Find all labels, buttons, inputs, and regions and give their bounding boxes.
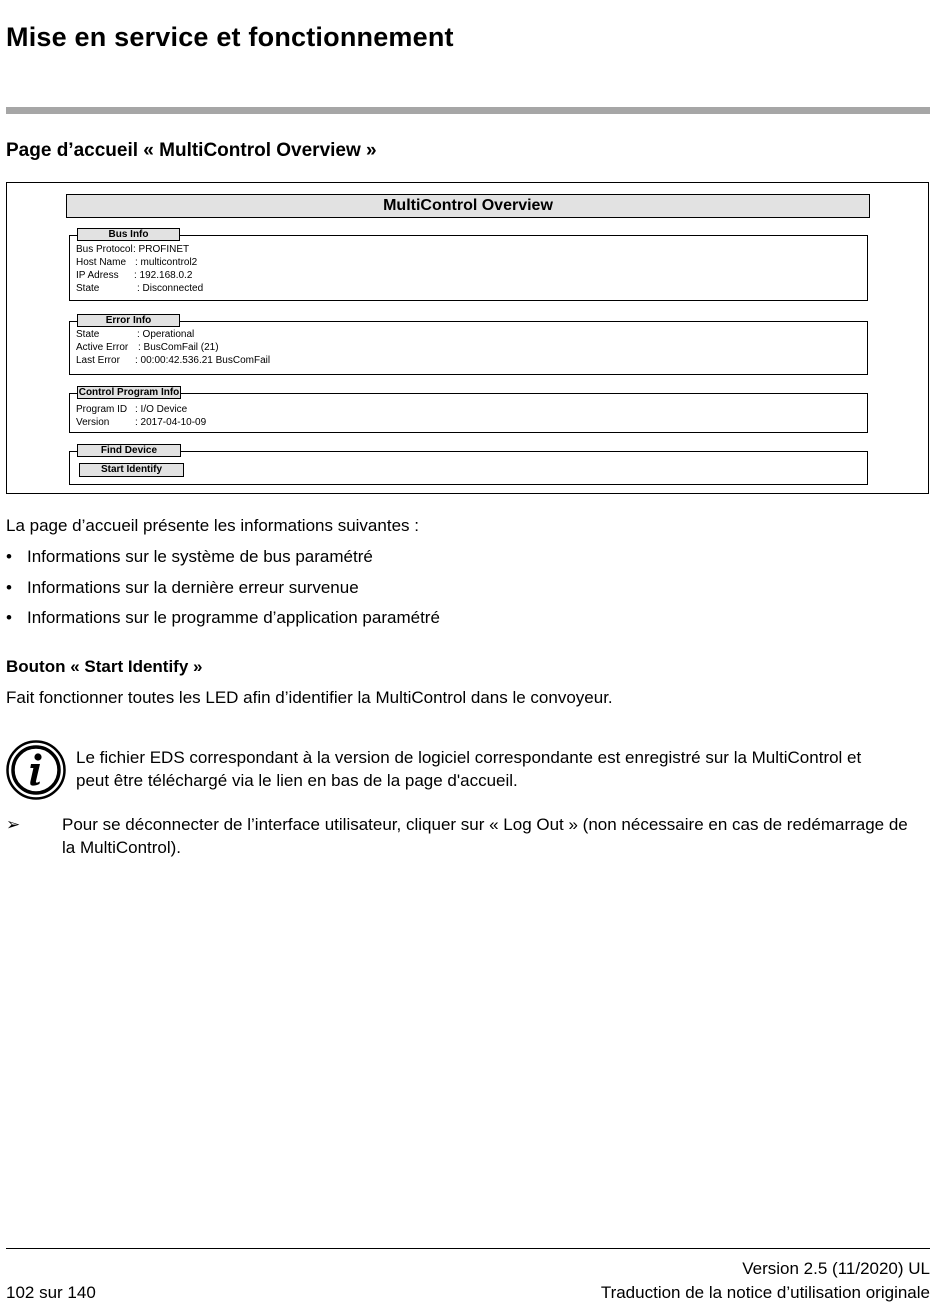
button-heading (6, 657, 202, 677)
field-label: Active Error (76, 342, 129, 353)
list-item (6, 608, 440, 638)
bullet-text: Informations sur le système de bus paramétré (27, 547, 373, 566)
footer-version: Version 2.5 (11/2020) UL (742, 1259, 930, 1278)
control-program-info-legend: Control Program Info (78, 387, 180, 398)
field-label: Host Name (76, 257, 127, 268)
host-name-row (76, 256, 198, 269)
bullet-dot: • (6, 608, 12, 627)
field-label: State (76, 283, 100, 294)
bullet-text: Informations sur la dernière erreur survenue (27, 578, 359, 597)
error-info-group (69, 315, 868, 375)
field-label: Bus Protocol (76, 244, 133, 255)
bullet-dot: • (6, 547, 12, 566)
button-heading-name: Start Identify (84, 657, 189, 676)
bus-protocol-row (76, 243, 190, 256)
info-icon (6, 740, 66, 805)
field-value: : BusComFail (21) (138, 342, 219, 353)
field-label: Version (76, 417, 110, 428)
program-id-row (76, 403, 188, 416)
control-program-info-group (69, 387, 868, 433)
field-label: State (76, 329, 100, 340)
field-label: Last Error (76, 355, 120, 366)
info-note-line-2: peut être téléchargé via le lien en bas de la page d'accueil. (76, 771, 518, 790)
logout-line-2: la MultiControl). (62, 838, 182, 857)
title-divider (6, 107, 930, 114)
list-item (6, 578, 359, 608)
error-info-legend: Error Info (77, 314, 180, 327)
find-device-group (69, 445, 868, 485)
version-row (76, 416, 207, 429)
intro-paragraph: La page d’accueil présente les informations suivantes : (6, 516, 419, 535)
footer-translation: Traduction de la notice d’utilisation originale (600, 1283, 930, 1302)
field-value: : Disconnected (137, 283, 204, 294)
logout-line-1: Pour se déconnecter de l’interface utilisateur, cliquer sur « Log Out » (non nécessaire en cas de redémarrage de (62, 815, 908, 834)
field-value: : I/O Device (135, 404, 188, 415)
field-label: IP Adress (76, 270, 119, 281)
field-value: : multicontrol2 (135, 257, 198, 268)
find-device-legend: Find Device (77, 444, 181, 457)
ip-address-row (76, 269, 193, 282)
footer-divider (6, 1248, 930, 1249)
list-item (6, 547, 373, 578)
section-title: Page d’accueil « MultiControl Overview » (6, 140, 377, 161)
button-heading-suffix: » (188, 657, 203, 676)
bus-info-group (69, 229, 868, 301)
page-title: Mise en service et fonctionnement (6, 22, 454, 52)
bullet-text: Informations sur le programme d’application paramétré (27, 608, 440, 627)
field-value: : 192.168.0.2 (134, 270, 193, 281)
page-number: 102 sur 140 (6, 1283, 96, 1302)
overview-title: MultiControl Overview (66, 194, 870, 218)
field-value: : Operational (137, 329, 195, 340)
active-error-row (76, 341, 219, 354)
bus-info-legend: Bus Info (77, 228, 180, 241)
arrow-bullet-icon: ➢ (6, 815, 21, 834)
state-row (76, 282, 204, 295)
start-identify-button[interactable]: Start Identify (79, 463, 184, 477)
field-label: Program ID (76, 404, 128, 415)
error-state-row (76, 328, 195, 341)
button-description: Fait fonctionner toutes les LED afin d’identifier la MultiControl dans le convoyeur. (6, 688, 613, 707)
field-value: : 00:00:42.536.21 BusComFail (135, 355, 271, 366)
field-value: : 2017-04-10-09 (135, 417, 207, 428)
field-value: : PROFINET (133, 244, 190, 255)
bullet-list (6, 547, 440, 638)
info-note-line-1: Le fichier EDS correspondant à la version de logiciel correspondante est enregistré sur la MultiControl et (76, 748, 862, 767)
button-heading-prefix: Bouton « (6, 657, 85, 676)
last-error-row (76, 354, 271, 367)
bullet-dot: • (6, 578, 12, 597)
